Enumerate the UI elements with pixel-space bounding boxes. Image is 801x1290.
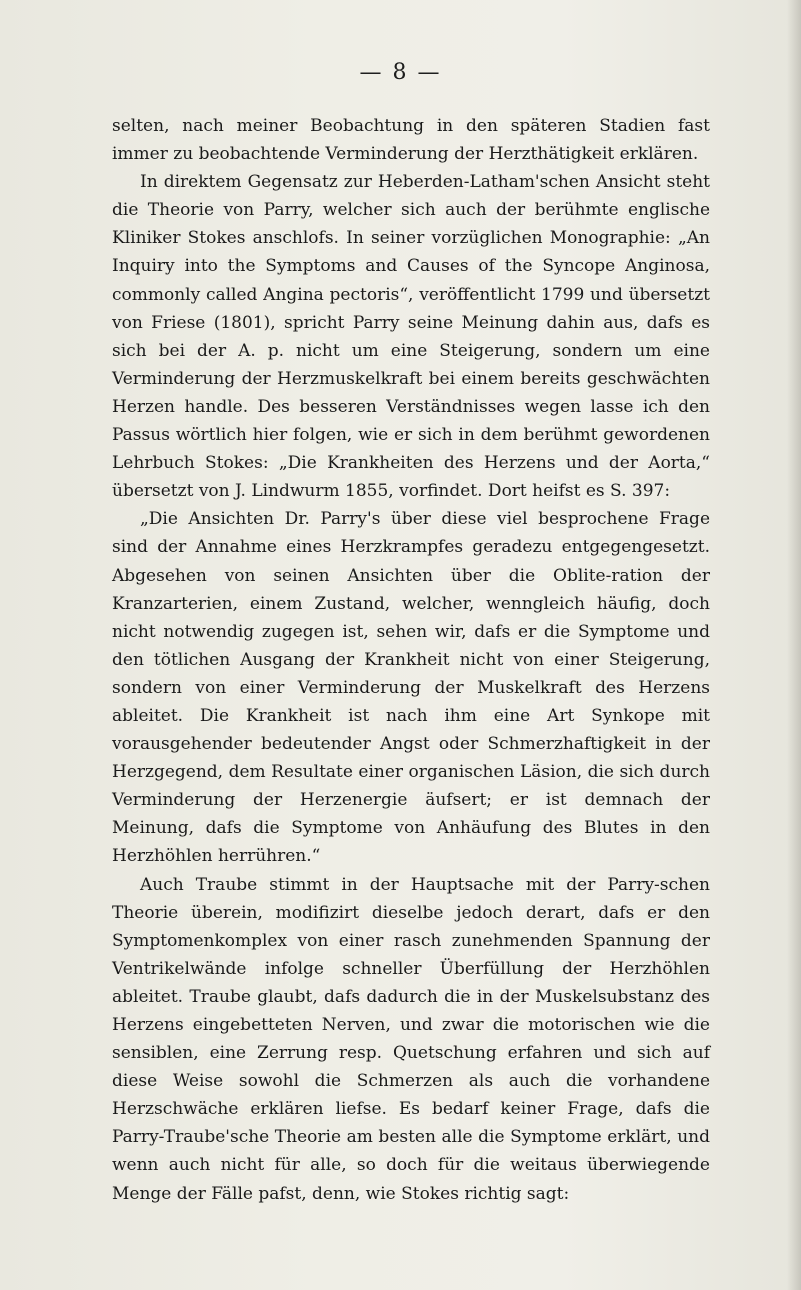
page-edge-shadow	[787, 0, 801, 1290]
paragraph-1: selten, nach meiner Beobachtung in den späteren Stadien fast immer zu beobachtende Verminderung der Herzthätigkeit erklären.	[112, 116, 710, 165]
body-text	[112, 112, 710, 1208]
paragraph-3-quote: „Die Ansichten Dr. Parry's über diese viel besprochene Frage sind der Annahme eines Herzkrampfes geradezu entgegengesetzt. Abgesehen von seinen Ansichten über die Oblite-ration der Kranzarterien, einem Zustand, welcher, wenngleich häufig, doch nicht notwendig zugegen ist, sehen wir, dafs er die Symptome und den tötlichen Ausgang der Krankheit nicht von einer Steigerung, sondern von einer Verminderung der Muskelkraft des Herzens ableitet. Die Krankheit ist nach ihm eine Art Synkope mit vorausgehender bedeutender Angst oder Schmerzhaftigkeit in der Herzgegend, dem Resultate einer organischen Läsion, die sich durch Verminderung der Herzenergie äufsert; er ist demnach der Meinung, dafs die Symptome von Anhäufung des Blutes in den Herzhöhlen herrühren.“	[112, 509, 710, 867]
paragraph-4: Auch Traube stimmt in der Hauptsache mit der Parry-schen Theorie überein, modifizirt dieselbe jedoch derart, dafs er den Symptomenkomplex von einer rasch zunehmenden Spannung der Ventrikelwände infolge schneller Überfüllung der Herzhöhlen ableitet. Traube glaubt, dafs dadurch die in der Muskelsubstanz des Herzens eingebetteten Nerven, und zwar die motorischen wie die sensiblen, eine Zerrung resp. Quetschung erfahren und sich auf diese Weise sowohl die Schmerzen als auch die vorhandene Herzschwäche erklären liefse. Es bedarf keiner Frage, dafs die Parry-Traube'sche Theorie am besten alle die Symptome erklärt, und wenn auch nicht für alle, so doch für die weitaus überwiegende Menge der Fälle pafst, denn, wie Stokes richtig sagt:	[112, 874, 710, 1204]
paragraph-2: In direktem Gegensatz zur Heberden-Latham'schen Ansicht steht die Theorie von Parry, welcher sich auch der berühmte englische Kliniker Stokes anschlofs. In seiner vorzüglichen Monographie: „An Inquiry into the Symptoms and Causes of the Syncope Anginosa, commonly called Angina pectoris“, veröffentlicht 1799 und übersetzt von Friese (1801), spricht Parry seine Meinung dahin aus, dafs es sich bei der A. p. nicht um eine Steigerung, sondern um eine Verminderung der Herzmuskelkraft bei einem bereits geschwächten Herzen handle. Des besseren Verständnisses wegen lasse ich den Passus wörtlich hier folgen, wie er sich in dem berühmt gewordenen Lehrbuch Stokes: „Die Krankheiten des Herzens und der Aorta,“ übersetzt von J. Lindwurm 1855, vorfindet. Dort heifst es S. 397:	[112, 172, 710, 502]
page-number: — 8 —	[359, 60, 442, 85]
